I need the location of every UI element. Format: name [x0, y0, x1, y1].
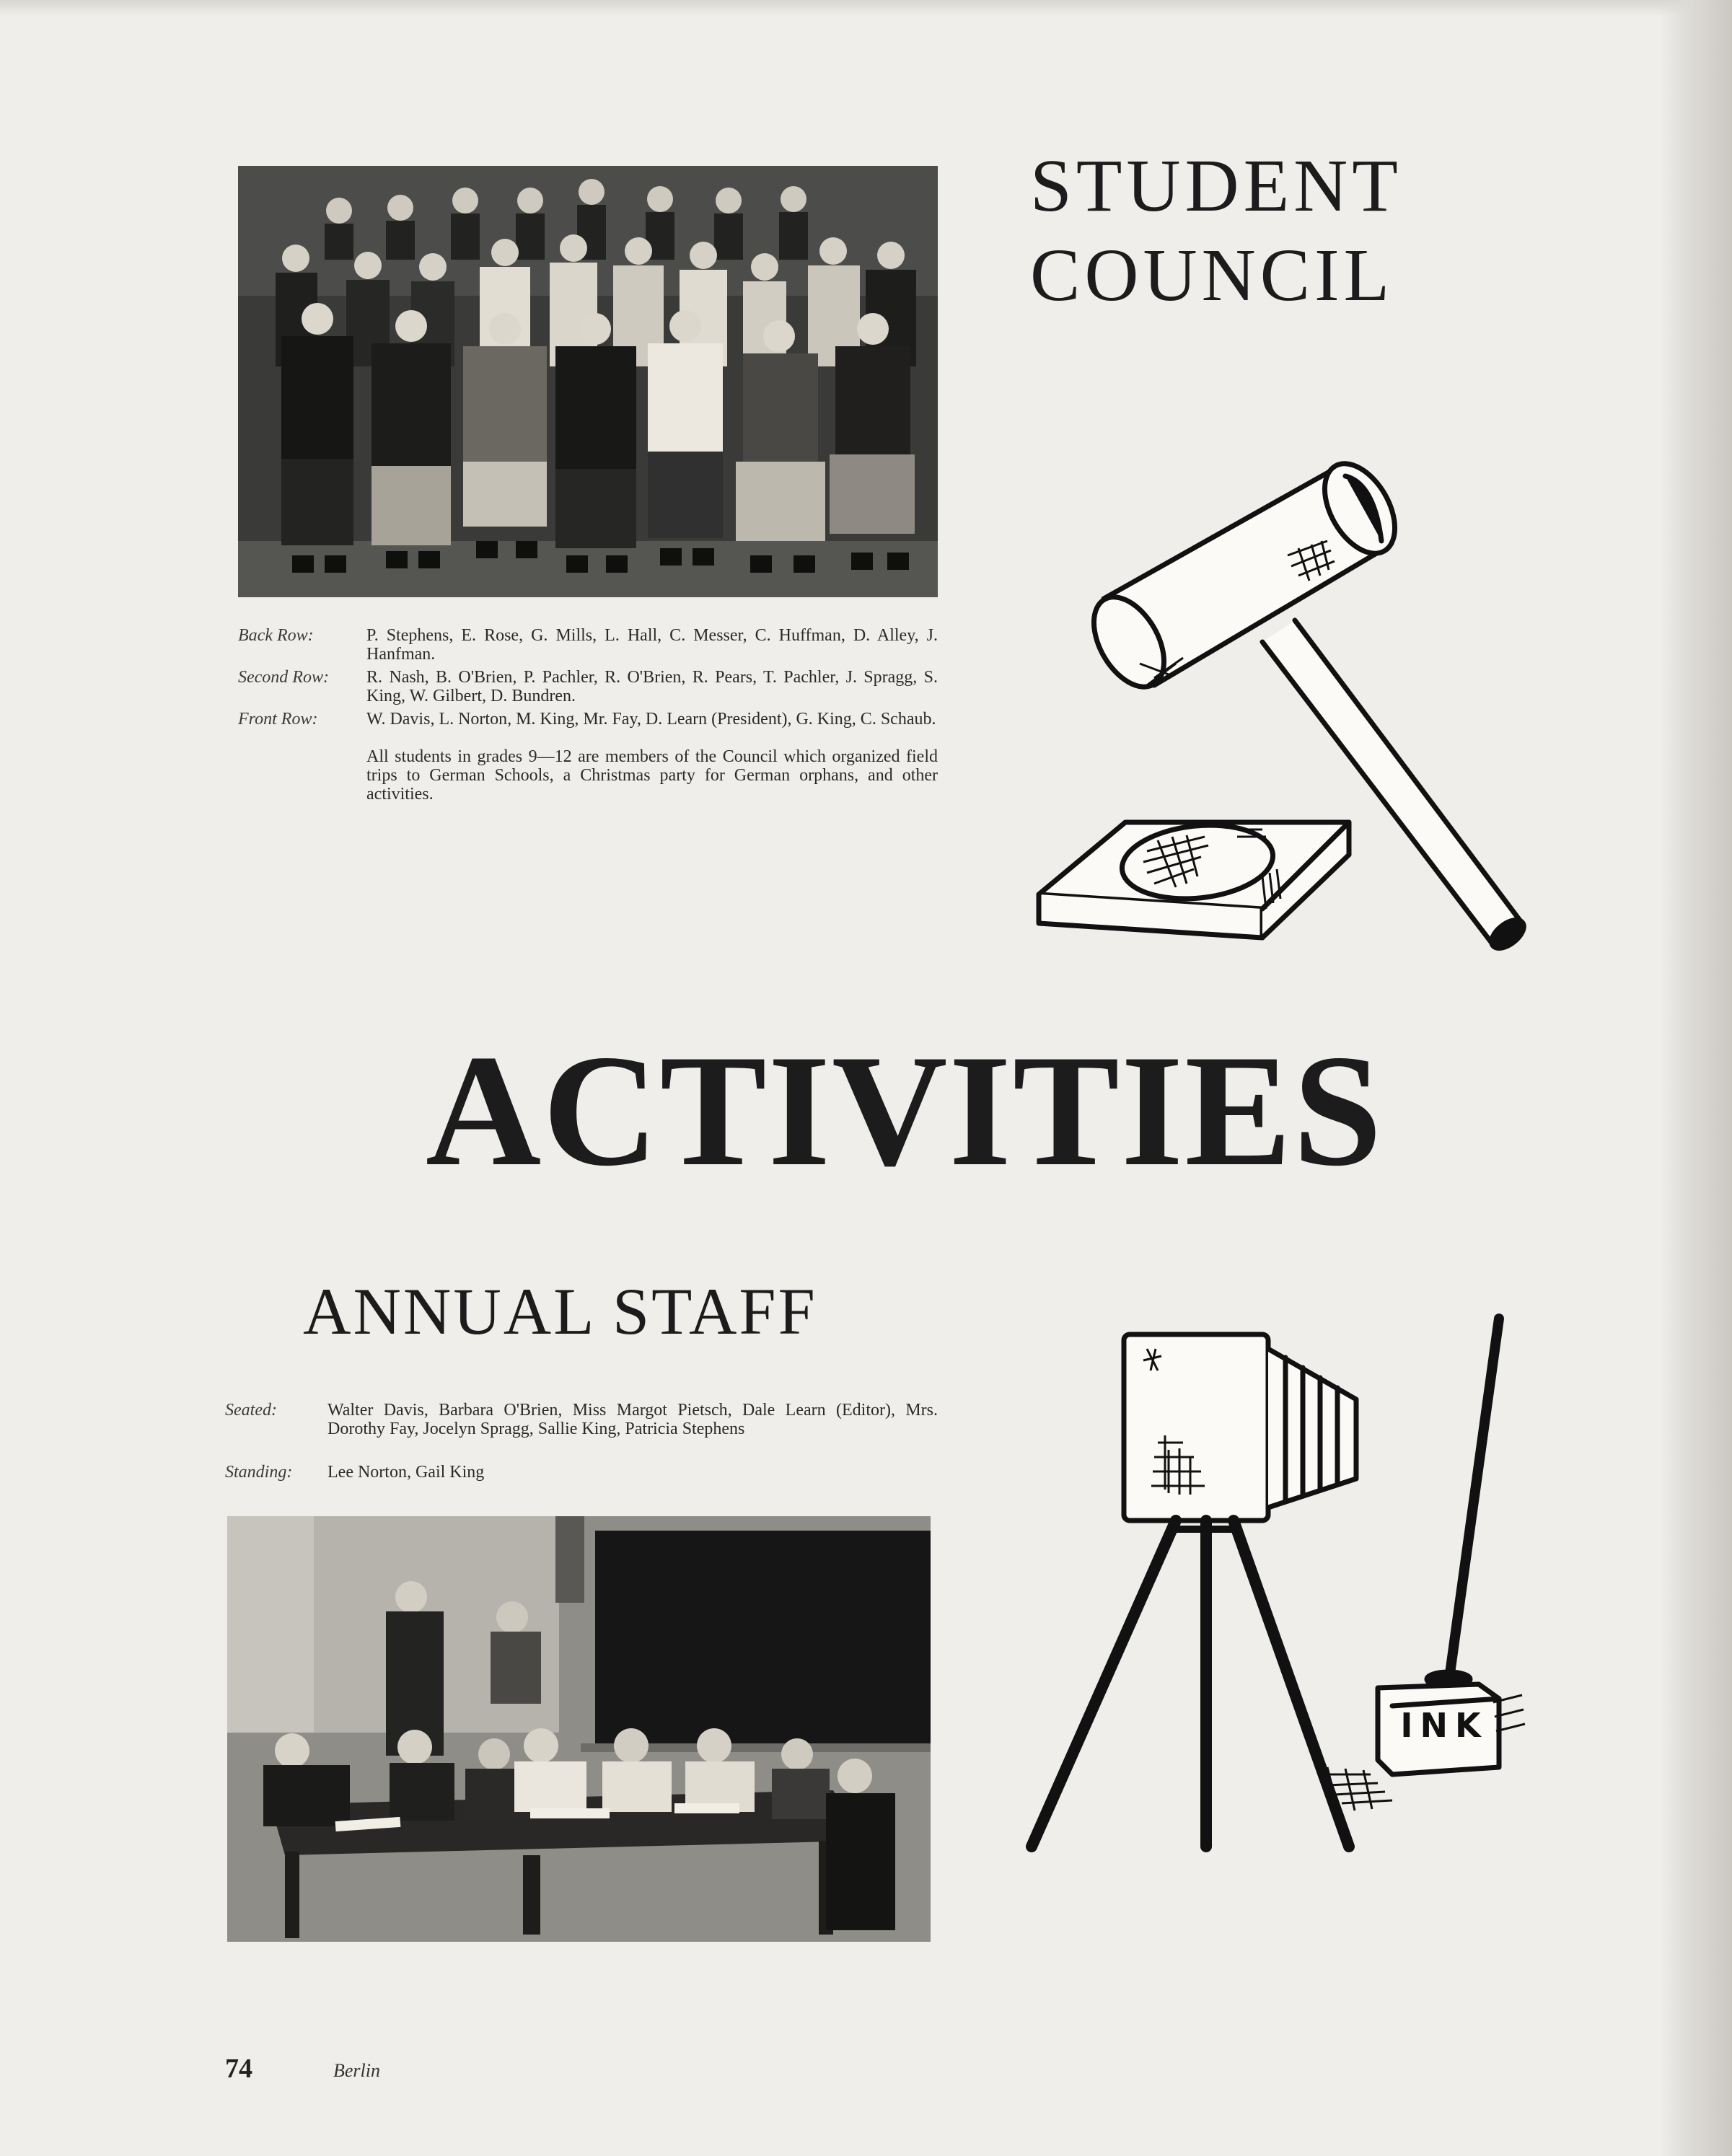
- annual-staff-caption: [225, 1401, 938, 1487]
- caption-seated: [225, 1401, 938, 1460]
- student-council-heading: [1030, 141, 1434, 320]
- page-gutter-shade: [1659, 0, 1732, 2156]
- page-number: 74: [225, 2054, 252, 2084]
- caption-standing: [225, 1463, 938, 1483]
- front-row-names: W. Davis, L. Norton, M. King, Mr. Fay, D. Learn (President), G. King, C. Schaub.: [366, 710, 936, 729]
- caption-front-row: [238, 710, 938, 747]
- footer-label: Berlin: [333, 2060, 380, 2081]
- student-council-caption: [238, 626, 938, 814]
- caption-second-row: [238, 668, 938, 705]
- standing-label: Standing:: [225, 1463, 293, 1482]
- student-council-heading-line2: COUNCIL: [1030, 234, 1394, 317]
- student-council-photo-illustration: [238, 166, 938, 597]
- standing-names: Lee Norton, Gail King: [328, 1463, 485, 1482]
- annual-staff-heading: ANNUAL STAFF: [303, 1275, 817, 1348]
- back-row-names: P. Stephens, E. Rose, G. Mills, L. Hall, C. Messer, C. Huffman, D. Alley, J. Hanfman.: [366, 626, 938, 664]
- top-edge-shade: [0, 0, 1732, 16]
- seated-names: Walter Davis, Barbara O'Brien, Miss Margot Pietsch, Dale Learn (Editor), Mrs. Dorothy Fay, Jocelyn Spragg, Sallie King, Patricia Stephens: [328, 1401, 938, 1438]
- annual-staff-photo: [227, 1516, 931, 1942]
- activities-title: ACTIVITIES: [426, 1022, 1384, 1200]
- back-row-label: Back Row:: [238, 626, 314, 645]
- second-row-names: R. Nash, B. O'Brien, P. Pachler, R. O'Brien, R. Pears, T. Pachler, J. Spragg, S. King, W. Gilbert, D. Bundren.: [366, 668, 938, 705]
- caption-council-note: [366, 747, 938, 805]
- front-row-label: Front Row:: [238, 710, 318, 729]
- student-council-heading-line1: STUDENT: [1030, 144, 1402, 227]
- seated-label: Seated:: [225, 1401, 277, 1420]
- second-row-label: Second Row:: [238, 668, 329, 687]
- gavel-drawing: [1024, 447, 1573, 1024]
- ink-label: INK: [1400, 1706, 1488, 1745]
- caption-back-row: [238, 626, 938, 664]
- student-council-photo: [238, 166, 938, 597]
- camera-ink-drawing: [1017, 1313, 1565, 1904]
- annual-staff-photo-illustration: [227, 1516, 931, 1942]
- council-note-text: All students in grades 9—12 are members of the Council which organized field trips to German Schools, a Christmas party for German orphans, and other activities.: [366, 747, 938, 804]
